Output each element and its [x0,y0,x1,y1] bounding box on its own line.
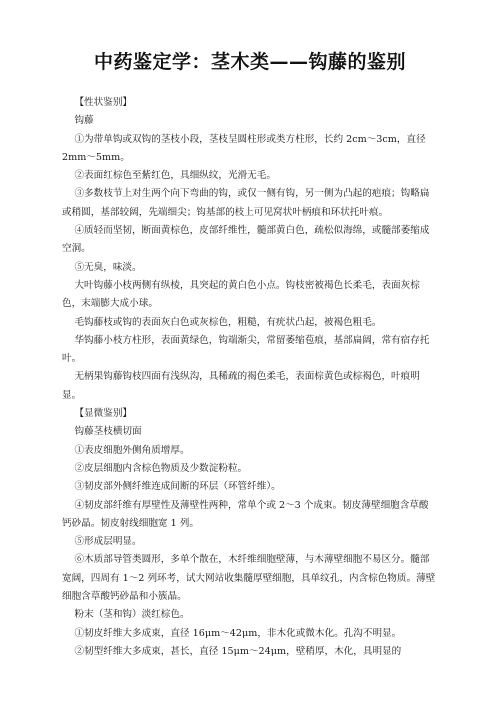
paragraph: ⑥木质部导管类圆形，多单个散在，木纤维细胞壁薄，与木薄壁细胞不易区分。髓部宽阔，四周有 1～2 列环考，试大网站收集髓厚壁细胞，具单纹孔，内含棕色物质。薄壁细胞含草酸钙砂晶和小簇晶。 [62,554,436,603]
paragraph: ③韧皮部外侧纤维连成间断的环层（环管纤维）。 [74,481,281,493]
paragraph: 粉末（茎和钩）淡红棕色。 [74,609,190,621]
paragraph: 钩藤 [74,115,94,127]
paragraph: ①表皮细胞外侧角质增厚。 [74,444,190,456]
page-title: 中药鉴定学：茎木类——钩藤的鉴别 [93,51,406,73]
paragraph: ④韧皮部纤维有厚壁性及薄壁性两种，常单个或 2～3 个成束。韧皮薄壁细胞含草酸钙砂晶。韧皮射线细胞宽 1 列。 [62,499,429,529]
paragraph: ①为带单钩或双钩的茎枝小段，茎枝呈圆柱形或类方柱形，长约 2cm～3cm，直径 2mm～5mm。 [62,133,426,163]
paragraph: 钩藤茎枝横切面 [74,426,142,438]
paragraph: ①韧皮纤维大多成束，直径 16μm～42μm，非木化或微木化。孔沟不明显。 [74,627,402,639]
paragraph: ⑤形成层明显。 [74,536,142,548]
paragraph: ⑤无臭，味淡。 [74,261,142,273]
paragraph: 【性状鉴别】 [74,97,133,108]
document-body [62,94,438,661]
paragraph: ②表面红棕色至紫红色，具细纵纹，光滑无毛。 [74,170,276,182]
paragraph: 【显微鉴别】 [74,408,133,420]
paragraph: 华钩藤小枝方柱形，表面黄绿色，钩端渐尖，常留萎缩苞痕，基部扁阔，常有宿存托叶。 [62,334,430,365]
paragraph: ③多数枝节上对生两个向下弯曲的钩，或仅一侧有钩，另一侧为凸起的疤痕；钩略扁或稍圆，基部较阔，先端细尖；钩基部的枝上可见窝状叶柄痕和环状托叶痕。 [62,188,430,218]
paragraph: ②皮层细胞内含棕色物质及少数淀粉粒。 [74,462,248,474]
paragraph: ②韧型纤维大多成束，甚长，直径 15μm～24μm，壁稍厚，木化，具明显的 [74,645,402,657]
paragraph: 毛钩藤枝或钩的表面灰白色或灰棕色，粗糙，有疣状凸起，被褐色粗毛。 [74,316,382,328]
paragraph: ④质轻而坚韧，断面黄棕色，皮部纤维性，髓部黄白色，疏松似海绵，或髓部萎缩成空洞。 [62,225,430,255]
paragraph: 大叶钩藤小枝两侧有纵棱，具突起的黄白色小点。钩枝密被褐色长柔毛，表面灰棕色，末端膨大成小球。 [62,279,420,310]
paragraph: 无柄果钩藤钩枝四面有浅纵沟，具稀疏的褐色柔毛，表面棕黄色或棕褐色，叶痕明显。 [62,371,420,401]
